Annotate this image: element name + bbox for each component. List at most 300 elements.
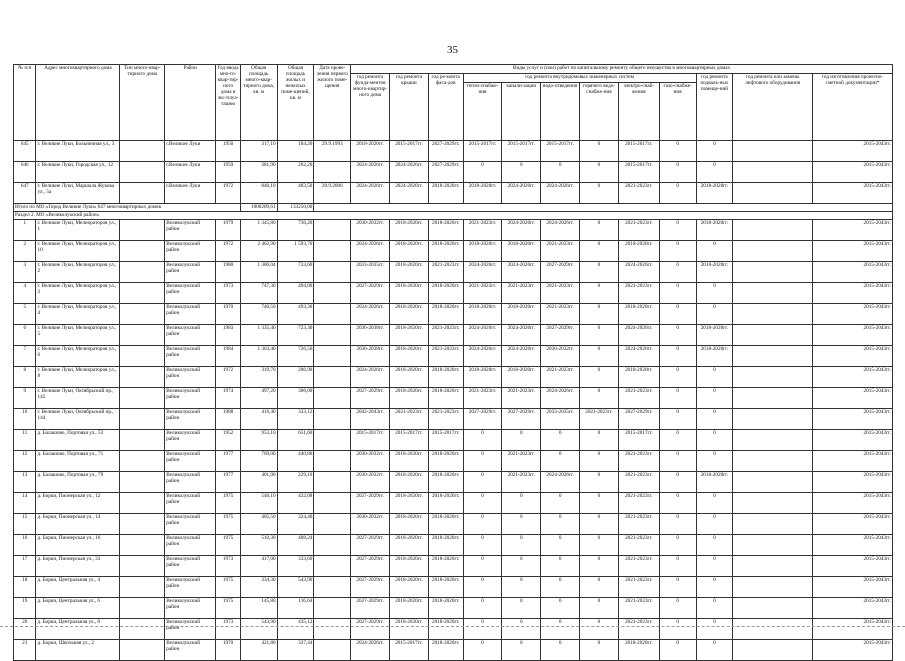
cell-year: 1979 xyxy=(216,220,241,241)
cell-num: 6 xyxy=(14,325,36,346)
cell-gas: 0 xyxy=(659,304,696,325)
cell-water-drain: 0 xyxy=(541,577,580,598)
cell-fund: 2027-2029гг. xyxy=(351,577,390,598)
capital-repair-table xyxy=(13,64,893,661)
cell-fund: 2024-2026гг. xyxy=(351,241,390,262)
cell-gas: 0 xyxy=(659,346,696,367)
cell-district: Великолукский район xyxy=(165,367,216,388)
cell-facade: 2018-2020гг. xyxy=(428,514,463,535)
cell-type xyxy=(120,304,165,325)
cell-elevator xyxy=(733,619,813,640)
cell-living-area: 184,20 xyxy=(277,141,314,162)
cell-living-area: 324,40 xyxy=(277,514,314,535)
cell-sewer: 0 xyxy=(502,514,541,535)
cell-address: г. Великие Луки, Октябрьский пр., 144 xyxy=(36,409,120,430)
cell-heat: 0 xyxy=(463,556,502,577)
cell-basement: 2018-2020гг. xyxy=(696,346,733,367)
cell-roof: 2024-2026гг. xyxy=(390,162,429,183)
cell-total-area: 317,10 xyxy=(240,141,277,162)
cell-total-area: 1 335,40 xyxy=(240,325,277,346)
cell-elevator xyxy=(733,451,813,472)
cell-fund: 2015-2017гг. xyxy=(351,430,390,451)
cell-design-docs: 2015-2043гг. xyxy=(813,162,893,183)
cell-electric: 2021-2023гг. xyxy=(618,598,659,619)
cell-heat: 2015-2017гг. xyxy=(463,141,502,162)
cell-living-area: 432,08 xyxy=(277,493,314,514)
cell-fund: 2036-2038гг. xyxy=(351,325,390,346)
cell-heat: 2024-2026гг. xyxy=(463,262,502,283)
cell-living-area: 333,60 xyxy=(277,556,314,577)
cell-roof: 2018-2020гг. xyxy=(390,598,429,619)
cell-electric: 2021-2023гг. xyxy=(618,283,659,304)
cell-design-docs: 2015-2043гг. xyxy=(813,262,893,283)
cell-water-drain: 2033-2035гг. xyxy=(541,409,580,430)
table-summary xyxy=(14,204,893,220)
cell-num: 647 xyxy=(14,183,36,204)
cell-facade: 2021-2023гг. xyxy=(428,262,463,283)
cell-elevator xyxy=(733,640,813,661)
cell-gas: 0 xyxy=(659,451,696,472)
cell-fund: 2024-2026гг. xyxy=(351,304,390,325)
cell-elevator xyxy=(733,283,813,304)
cell-basement: 0 xyxy=(696,514,733,535)
cell-living-area: 206,90 xyxy=(277,367,314,388)
cell-heat: 0 xyxy=(463,577,502,598)
cell-gas: 0 xyxy=(659,556,696,577)
cell-total-area: 417,00 xyxy=(240,556,277,577)
cell-gas: 0 xyxy=(659,640,696,661)
cell-sewer: 0 xyxy=(502,577,541,598)
cell-fund: 2018-2020гг. xyxy=(351,141,390,162)
cell-gas: 0 xyxy=(659,472,696,493)
cell-date xyxy=(314,409,351,430)
cell-elevator xyxy=(733,162,813,183)
cell-roof: 2018-2020гг. xyxy=(390,535,429,556)
cell-district: Великолукский район xyxy=(165,472,216,493)
cell-living-area: 651,60 xyxy=(277,430,314,451)
cell-total-area: 381,90 xyxy=(240,162,277,183)
cell-hot-water: 0 xyxy=(580,451,619,472)
cell-living-area: 733,60 xyxy=(277,262,314,283)
cell-address: г. Великие Луки, Мелиораторов ул., 10 xyxy=(36,241,120,262)
cell-heat: 2024-2026гг. xyxy=(463,325,502,346)
header-address: Адрес многоквартирного дома xyxy=(36,65,120,141)
cell-water-drain: 0 xyxy=(541,556,580,577)
cell-fund: 2024-2026гг. xyxy=(351,367,390,388)
cell-facade: 2018-2020гг. xyxy=(428,493,463,514)
cell-basement: 0 xyxy=(696,141,733,162)
cell-type xyxy=(120,325,165,346)
cell-date xyxy=(314,304,351,325)
table-row xyxy=(14,262,893,283)
cell-facade: 2018-2020гг. xyxy=(428,556,463,577)
cell-design-docs: 2015-2043гг. xyxy=(813,430,893,451)
cell-date xyxy=(314,367,351,388)
cell-heat: 2018-2020гг. xyxy=(463,183,502,204)
cell-type xyxy=(120,183,165,204)
cell-water-drain: 2027-2029гг. xyxy=(541,262,580,283)
cell-roof: 2018-2020гг. xyxy=(390,283,429,304)
cell-design-docs: 2015-2043гг. xyxy=(813,472,893,493)
cell-total-area: 747,30 xyxy=(240,283,277,304)
cell-total-area: 953,10 xyxy=(240,430,277,451)
header-water-drain: водо-отведения xyxy=(541,83,580,141)
cell-sewer: 2024-2026гг. xyxy=(502,262,541,283)
cell-num: 14 xyxy=(14,493,36,514)
cell-facade: 2027-2029гг. xyxy=(428,162,463,183)
cell-total-area: 740,50 xyxy=(240,304,277,325)
cell-address: д. Балашово, Портовая ул., 79 xyxy=(36,472,120,493)
cell-date xyxy=(314,346,351,367)
cell-roof: 2018-2020гг. xyxy=(390,451,429,472)
cell-water-drain: 0 xyxy=(541,451,580,472)
cell-year: 1977 xyxy=(216,472,241,493)
cell-date xyxy=(314,388,351,409)
table-body-top xyxy=(14,141,893,204)
cell-living-area: 229,10 xyxy=(277,472,314,493)
cell-address: д. Балашово, Портовая ул., 53 xyxy=(36,430,120,451)
cell-electric: 2021-2023гг. xyxy=(618,220,659,241)
cell-electric: 2018-2020гг. xyxy=(618,367,659,388)
cell-year: 1973 xyxy=(216,556,241,577)
cell-fund: 2027-2029гг. xyxy=(351,493,390,514)
cell-hot-water: 0 xyxy=(580,430,619,451)
cell-heat: 2018-2020гг. xyxy=(463,367,502,388)
table-row xyxy=(14,472,893,493)
cell-elevator xyxy=(733,430,813,451)
table-body-main xyxy=(14,220,893,661)
cell-basement: 0 xyxy=(696,598,733,619)
header-engineering: год ремонта внутридомовых инженерных систем xyxy=(463,74,696,83)
cell-date xyxy=(314,162,351,183)
cell-total-area: 840,10 xyxy=(240,183,277,204)
cell-design-docs: 2015-2043гг. xyxy=(813,514,893,535)
table-row xyxy=(14,141,893,162)
table-row xyxy=(14,535,893,556)
cell-living-area: 333,12 xyxy=(277,409,314,430)
cell-roof: 2021-2023гг. xyxy=(390,409,429,430)
cell-electric: 2021-2023гг. xyxy=(618,577,659,598)
cell-elevator xyxy=(733,409,813,430)
cell-date xyxy=(314,220,351,241)
cell-basement: 0 xyxy=(696,162,733,183)
cell-facade: 2018-2020гг. xyxy=(428,451,463,472)
cell-design-docs: 2015-2043гг. xyxy=(813,183,893,204)
table-row xyxy=(14,388,893,409)
cell-hot-water: 0 xyxy=(580,141,619,162)
cell-gas: 0 xyxy=(659,241,696,262)
cell-heat: 0 xyxy=(463,493,502,514)
cell-sewer: 0 xyxy=(502,535,541,556)
cell-water-drain: 0 xyxy=(541,535,580,556)
header-fund: год ремонта фунда-ментов много-квартир-ного дома xyxy=(351,74,390,141)
header-type: Тип много-квар-тирного дома xyxy=(120,65,165,141)
cell-design-docs: 2015-2043гг. xyxy=(813,535,893,556)
cell-hot-water: 0 xyxy=(580,556,619,577)
cell-elevator xyxy=(733,472,813,493)
cell-fund: 2024-2026гг. xyxy=(351,640,390,661)
header-basement: год ремонта подваль-ных помеще-ний xyxy=(696,74,733,141)
cell-heat: 0 xyxy=(463,535,502,556)
cell-fund: 2027-2029гг. xyxy=(351,283,390,304)
cell-heat: 2018-2020гг. xyxy=(463,241,502,262)
cell-living-area: 337,44 xyxy=(277,640,314,661)
cell-water-drain: 2030-2032гг. xyxy=(541,346,580,367)
cell-type xyxy=(120,535,165,556)
cell-num: 7 xyxy=(14,346,36,367)
cell-sewer: 2024-2026гг. xyxy=(502,346,541,367)
cell-sewer: 2024-2026гг. xyxy=(502,220,541,241)
table-row xyxy=(14,283,893,304)
cell-electric: 2021-2023гг. xyxy=(618,451,659,472)
cell-basement: 0 xyxy=(696,535,733,556)
cell-living-area: 723,30 xyxy=(277,325,314,346)
cell-type xyxy=(120,577,165,598)
cell-address: г. Великие Луки, Мелиораторов ул., 1 xyxy=(36,220,120,241)
cell-total-area: 1 363,40 xyxy=(240,346,277,367)
cell-living-area: 408,24 xyxy=(277,535,314,556)
cell-num: 9 xyxy=(14,388,36,409)
cell-electric: 2018-2020гг. xyxy=(618,640,659,661)
cell-fund: 2027-2029гг. xyxy=(351,388,390,409)
cell-address: д. Борки, Центральная ул., 6 xyxy=(36,598,120,619)
header-gas: газо-снабже-ния xyxy=(659,83,696,141)
cell-district: г.Великие Луки xyxy=(165,162,216,183)
cell-address: г. Великие Луки, Мелиораторов ул., 5 xyxy=(36,325,120,346)
cell-hot-water: 0 xyxy=(580,535,619,556)
cell-water-drain: 2021-2023гг. xyxy=(541,283,580,304)
cell-year: 1984 xyxy=(216,346,241,367)
cell-fund: 2030-2032гг. xyxy=(351,451,390,472)
cell-hot-water: 2021-2023гг. xyxy=(580,409,619,430)
table-row xyxy=(14,577,893,598)
header-num: № п/п xyxy=(14,65,36,141)
cell-type xyxy=(120,514,165,535)
cell-gas: 0 xyxy=(659,388,696,409)
cell-type xyxy=(120,367,165,388)
cell-hot-water: 0 xyxy=(580,514,619,535)
cell-address: г. Великие Луки, Мелиораторов ул., 3 xyxy=(36,283,120,304)
cell-total-area: 416,40 xyxy=(240,409,277,430)
cell-type xyxy=(120,430,165,451)
cell-water-drain: 2021-2023гг. xyxy=(541,304,580,325)
cell-gas: 0 xyxy=(659,183,696,204)
cell-elevator xyxy=(733,141,813,162)
header-sewer: канали-зации xyxy=(502,83,541,141)
cell-total-area: 1 345,80 xyxy=(240,220,277,241)
cell-total-area: 401,90 xyxy=(240,472,277,493)
cell-water-drain: 0 xyxy=(541,430,580,451)
cell-electric: 2021-2023гг. xyxy=(618,556,659,577)
cell-district: Великолукский район xyxy=(165,451,216,472)
cell-water-drain: 0 xyxy=(541,619,580,640)
cell-sewer: 2018-2020гг. xyxy=(502,241,541,262)
cell-design-docs: 2015-2043гг. xyxy=(813,388,893,409)
cell-district: Великолукский район xyxy=(165,598,216,619)
cell-total-area: 497,20 xyxy=(240,388,277,409)
cell-design-docs: 2015-2043гг. xyxy=(813,367,893,388)
cell-hot-water: 0 xyxy=(580,241,619,262)
cell-district: Великолукский район xyxy=(165,220,216,241)
cell-electric: 2021-2023гг. xyxy=(618,535,659,556)
cell-date xyxy=(314,262,351,283)
cell-water-drain: 0 xyxy=(541,162,580,183)
cell-roof: 2018-2020гг. xyxy=(390,388,429,409)
cell-living-area: 435,12 xyxy=(277,619,314,640)
cell-design-docs: 2015-2043гг. xyxy=(813,556,893,577)
cell-basement: 0 xyxy=(696,388,733,409)
cell-district: Великолукский район xyxy=(165,514,216,535)
cell-year: 1970 xyxy=(216,304,241,325)
cell-roof: 2018-2020гг. xyxy=(390,241,429,262)
cell-num: 8 xyxy=(14,367,36,388)
cell-total-area: 145,80 xyxy=(240,598,277,619)
table-row xyxy=(14,346,893,367)
cell-district: Великолукский район xyxy=(165,640,216,661)
cell-fund: 2036-2038гг. xyxy=(351,346,390,367)
cell-district: Великолукский район xyxy=(165,388,216,409)
cell-address: д. Балашово, Портовая ул., 71 xyxy=(36,451,120,472)
cell-date xyxy=(314,241,351,262)
cell-district: г.Великие Луки xyxy=(165,183,216,204)
cell-gas: 0 xyxy=(659,598,696,619)
cell-facade: 2015-2017гг. xyxy=(428,430,463,451)
cell-sewer: 0 xyxy=(502,430,541,451)
cell-facade: 2018-2020гг. xyxy=(428,577,463,598)
cell-district: г.Великие Луки xyxy=(165,141,216,162)
cell-roof: 2018-2020гг. xyxy=(390,514,429,535)
cell-total-area: 510,30 xyxy=(240,535,277,556)
cell-water-drain: 2021-2023гг. xyxy=(541,241,580,262)
cell-living-area: 736,20 xyxy=(277,220,314,241)
cell-date xyxy=(314,556,351,577)
cell-date xyxy=(314,598,351,619)
cell-type xyxy=(120,141,165,162)
cell-address: д. Борки, Центральная ул., 4 xyxy=(36,577,120,598)
cell-date xyxy=(314,493,351,514)
cell-address: д. Борки, Пионерская ул., 14 xyxy=(36,514,120,535)
cell-year: 1975 xyxy=(216,514,241,535)
cell-num: 19 xyxy=(14,598,36,619)
cell-num: 2 xyxy=(14,241,36,262)
cell-total-area: 543,90 xyxy=(240,619,277,640)
cell-design-docs: 2015-2043гг. xyxy=(813,241,893,262)
cell-facade: 2018-2020гг. xyxy=(428,640,463,661)
cell-num: 17 xyxy=(14,556,36,577)
cell-date xyxy=(314,514,351,535)
cell-roof: 2018-2020гг. xyxy=(390,346,429,367)
cell-sewer: 0 xyxy=(502,556,541,577)
cell-heat: 0 xyxy=(463,162,502,183)
cell-water-drain: 2024-2026гг. xyxy=(541,220,580,241)
cell-living-area: 494,00 xyxy=(277,283,314,304)
cell-num: 13 xyxy=(14,472,36,493)
cell-elevator xyxy=(733,325,813,346)
table-row xyxy=(14,367,893,388)
cell-date xyxy=(314,472,351,493)
cell-district: Великолукский район xyxy=(165,409,216,430)
cell-year: 1975 xyxy=(216,598,241,619)
table-row xyxy=(14,409,893,430)
cell-date xyxy=(314,619,351,640)
cell-living-area: 726,50 xyxy=(277,346,314,367)
cell-year: 1975 xyxy=(216,577,241,598)
cell-year: 1974 xyxy=(216,388,241,409)
cell-basement: 0 xyxy=(696,409,733,430)
table-row xyxy=(14,325,893,346)
cell-gas: 0 xyxy=(659,262,696,283)
cell-design-docs: 2015-2043гг. xyxy=(813,493,893,514)
table-row xyxy=(14,220,893,241)
cell-num: 21 xyxy=(14,640,36,661)
cell-electric: 2021-2023гг. xyxy=(618,493,659,514)
cell-date xyxy=(314,430,351,451)
cell-sewer: 2021-2023гг. xyxy=(502,451,541,472)
cell-design-docs: 2015-2043гг. xyxy=(813,141,893,162)
cell-gas: 0 xyxy=(659,514,696,535)
cell-num: 18 xyxy=(14,577,36,598)
cell-electric: 2018-2020гг. xyxy=(618,304,659,325)
cell-total-area: 769,00 xyxy=(240,451,277,472)
cell-fund: 2027-2029гг. xyxy=(351,535,390,556)
cell-roof: 2018-2020гг. xyxy=(390,577,429,598)
cell-heat: 0 xyxy=(463,472,502,493)
cell-elevator xyxy=(733,262,813,283)
cell-type xyxy=(120,388,165,409)
cell-elevator xyxy=(733,367,813,388)
cell-roof: 2018-2020гг. xyxy=(390,367,429,388)
cell-fund: 2027-2029гг. xyxy=(351,556,390,577)
cell-water-drain: 0 xyxy=(541,640,580,661)
cell-gas: 0 xyxy=(659,283,696,304)
cell-facade: 2018-2020гг. xyxy=(428,535,463,556)
cell-roof: 2015-2017гг. xyxy=(390,640,429,661)
cell-type xyxy=(120,472,165,493)
cell-type xyxy=(120,409,165,430)
capital-repair-table-wrapper xyxy=(13,64,893,661)
cell-total-area: 1 386,04 xyxy=(240,262,277,283)
cell-year: 1973 xyxy=(216,283,241,304)
cell-water-drain: 2021-2023гг. xyxy=(541,367,580,388)
cell-gas: 0 xyxy=(659,535,696,556)
cell-fund: 2027-2029гг. xyxy=(351,619,390,640)
cell-electric: 2021-2023гг. xyxy=(618,514,659,535)
cell-electric: 2021-2023гг. xyxy=(618,183,659,204)
totals-total-area: 1000289,61 xyxy=(240,204,277,212)
cell-basement: 2018-2020гг. xyxy=(696,183,733,204)
cell-roof: 2018-2020гг. xyxy=(390,262,429,283)
cell-address: д. Борки, Пионерская ул., 33 xyxy=(36,556,120,577)
cell-type xyxy=(120,619,165,640)
cell-roof: 2024-2026гг. xyxy=(390,183,429,204)
cell-electric: 2018-2020гг. xyxy=(618,241,659,262)
cell-type xyxy=(120,346,165,367)
cell-district: Великолукский район xyxy=(165,556,216,577)
cell-sewer: 2018-2020гг. xyxy=(502,304,541,325)
cell-district: Великолукский район xyxy=(165,304,216,325)
cell-basement: 2018-2020гг. xyxy=(696,472,733,493)
cell-sewer: 2015-2017гг. xyxy=(502,141,541,162)
cell-hot-water: 0 xyxy=(580,162,619,183)
cell-fund: 2024-2026гг. xyxy=(351,183,390,204)
cell-elevator xyxy=(733,220,813,241)
cell-date xyxy=(314,451,351,472)
cell-living-area: 306,00 xyxy=(277,388,314,409)
cell-living-area: 493,30 xyxy=(277,304,314,325)
cell-hot-water: 0 xyxy=(580,183,619,204)
table-row xyxy=(14,514,893,535)
cell-num: 646 xyxy=(14,162,36,183)
